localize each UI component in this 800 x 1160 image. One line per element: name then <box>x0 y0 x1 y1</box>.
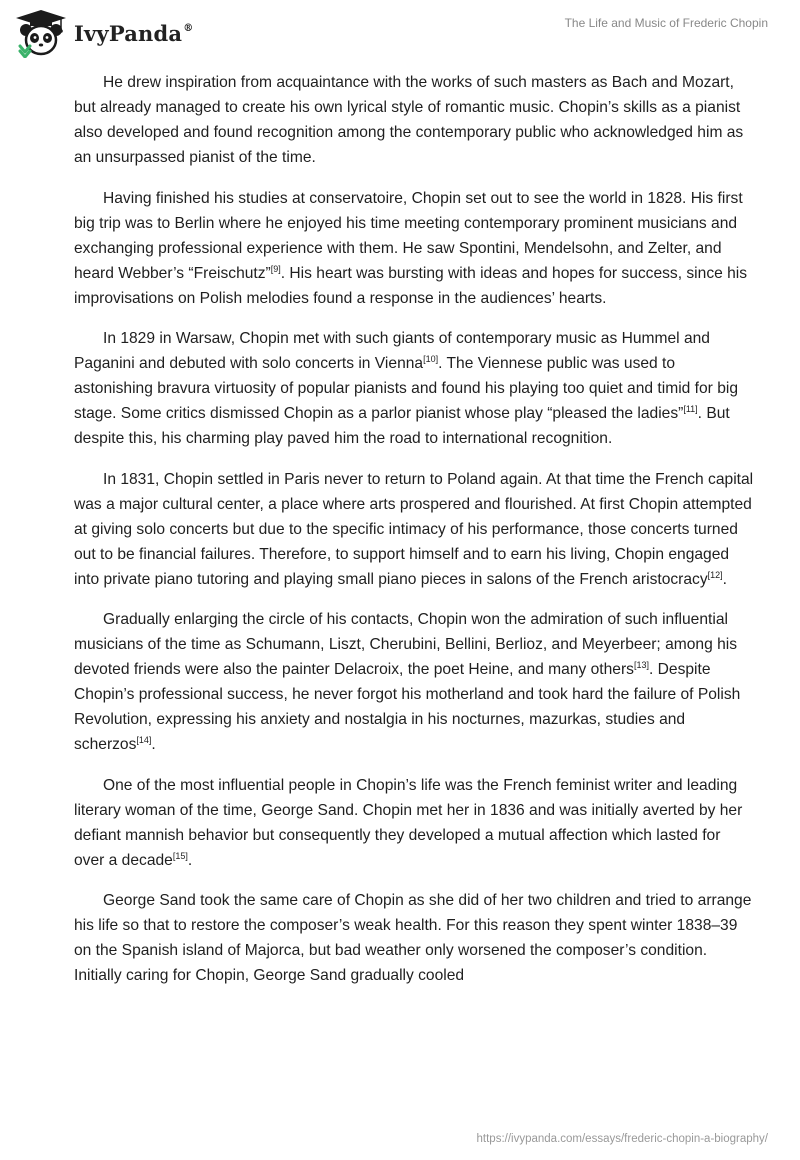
paragraph-text: He drew inspiration from acquaintance with the works of such masters as Bach and Mozart, but already managed to create his own lyrical style of romantic music. Chopin’s skills as a pianist also developed and found recognition among the contemporary public who acknowledged him as an unsurpassed pianist of the time. <box>74 74 744 166</box>
paragraph-text: Having finished his studies at conservatoire, Chopin set out to see the world in 1828. His first big trip was to Berlin where he enjoyed his time meeting contemporary prominent musicians and exchanging professional experience with them. He saw Spontini, Mendelsohn, and Zelter, and heard Webber’s “Freischutz” <box>74 189 743 282</box>
paragraph-text: . But despite this, his charming play paved him the road to international recognition. <box>74 405 730 447</box>
citation-reference[interactable]: [10] <box>423 354 439 364</box>
paragraph <box>74 773 754 873</box>
panda-graduate-icon <box>14 8 68 58</box>
paragraph-text: . <box>187 851 193 869</box>
citation-reference[interactable]: [13] <box>633 660 649 670</box>
brand-name: IvyPanda® <box>74 20 194 46</box>
citation-reference[interactable]: [12] <box>707 569 723 580</box>
paragraph-text: Gradually enlarging the circle of his contacts, Chopin won the admiration of such influential musicians of the time as Schumann, Liszt, Cherubini, Bellini, Berlioz, and Meyerbeer; among his devoted friends were also the painter Delacroix, the poet Heine, and many others <box>74 611 738 678</box>
paragraph <box>74 888 754 988</box>
paragraph-text: One of the most influential people in Chopin’s life was the French feminist writer and leading literary woman of the time, George Sand. Chopin met her in 1836 and was initially averted by her defiant mannish behavior but consequently they developed a mutual affection which lasted for over a decade <box>74 776 743 869</box>
citation-reference[interactable]: [14] <box>136 735 152 745</box>
paragraph <box>74 607 754 757</box>
paragraph-text: . The Viennese public was used to astonishing bravura virtuosity of popular pianists and found his playing too quiet and timid for big stage. Some critics dismissed Chopin as a parlor pianist whose play “pleased the ladies” <box>74 355 738 422</box>
paragraph-text: . Despite Chopin’s professional success, he never forgot his motherland and took hard the failure of Polish Revolution, expressing his anxiety and nostalgia in his nocturnes, mazurkas, studies and scherzos <box>74 661 741 753</box>
paragraph-text: In 1829 in Warsaw, Chopin met with such giants of contemporary music as Hummel and Paganini and debuted with solo concerts in Vienna <box>74 330 710 372</box>
paragraph <box>74 186 754 311</box>
page-header <box>0 0 800 70</box>
paragraph-text: In 1831, Chopin settled in Paris never to return to Poland again. At that time the French capital was a major cultural center, a place where arts prospered and flourished. At first Chopin attempted at giving solo concerts but due to the specific intimacy of his performance, those concerts turned out to be financial failures. Therefore, to support himself and to earn his living, Chopin engaged into private piano tutoring and playing small piano pieces in salons of the French aristocracy <box>74 470 754 588</box>
paragraph-text: . <box>151 736 156 753</box>
ivypanda-logo[interactable] <box>14 8 193 58</box>
paragraph-text: George Sand took the same care of Chopin as she did of her two children and tried to arrange his life so that to restore the composer’s weak health. For this reason they spent winter 1838–39 on the Spanish island of Majorca, but bad weather only worsened the composer’s condition. Initially caring for Chopin, George Sand gradually cooled <box>74 892 752 984</box>
citation-reference[interactable]: [15] <box>172 850 188 861</box>
essay-body <box>74 70 754 1004</box>
citation-reference[interactable]: [11] <box>683 404 698 414</box>
document-title: The Life and Music of Frederic Chopin <box>564 16 768 30</box>
paragraph-text: . His heart was bursting with ideas and hopes for success, since his improvisations on Polish melodies found a response in the audiences’ hearts. <box>74 264 748 307</box>
paragraph <box>74 70 754 170</box>
source-url[interactable]: https://ivypanda.com/essays/frederic-chopin-a-biography/ <box>476 1133 768 1145</box>
paragraph <box>74 467 754 592</box>
citation-reference[interactable]: [9] <box>270 263 281 274</box>
paragraph <box>74 326 754 451</box>
paragraph-text: . <box>722 570 727 588</box>
